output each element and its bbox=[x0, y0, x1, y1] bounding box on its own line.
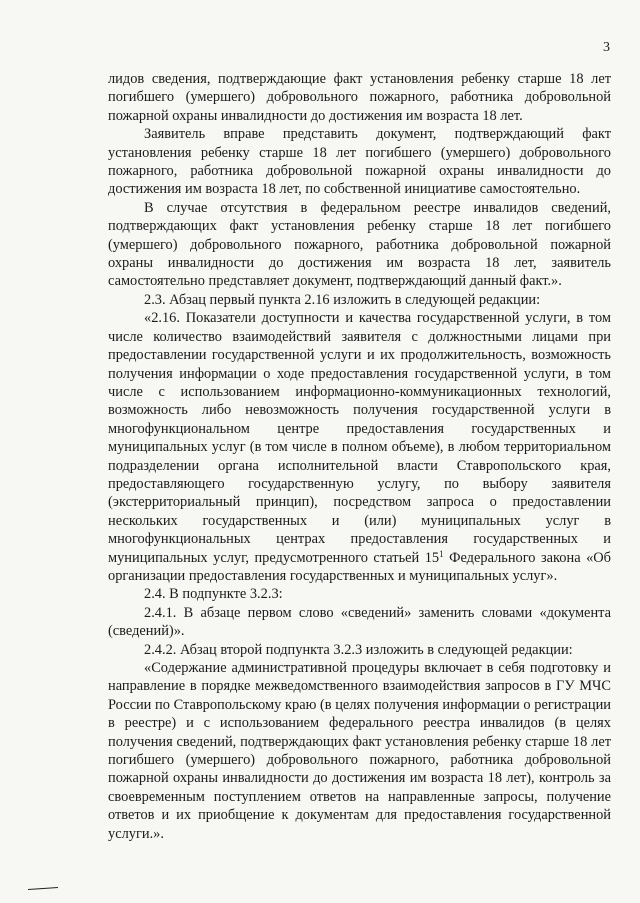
document-body bbox=[108, 70, 611, 843]
page-number: 3 bbox=[603, 40, 610, 55]
paragraph-1: лидов сведения, подтверждающие факт установления ребенку старше 18 лет погибшего (умершего) добровольного пожарного, работника добровольной пожарной охраны инвалидности до достижения им возраста 18 лет. bbox=[108, 71, 611, 124]
paragraph-7: 2.4.1. В абзаце первом слово «сведений» заменить словами «документа (сведений)». bbox=[108, 604, 611, 640]
paragraph-5 bbox=[108, 309, 611, 585]
corner-pen-mark bbox=[28, 887, 58, 890]
paragraph-4: 2.3. Абзац первый пункта 2.16 изложить в следующей редакции: bbox=[144, 291, 541, 308]
paragraph-3: В случае отсутствия в федеральном реестре инвалидов сведений, подтверждающих факт установления ребенку старше 18 лет погибшего (умершего) добровольного пожарного, работника добровольной пожарной охраны инвалидности до достижения им возраста 18 лет, заявитель самостоятельно представляет документ, подтверждающий данный факт.». bbox=[108, 199, 611, 290]
paragraph-8: 2.4.2. Абзац второй подпункта 3.2.3 изложить в следующей редакции: bbox=[144, 641, 573, 658]
paragraph-2: Заявитель вправе представить документ, подтверждающий факт установления ребенку старше 18 лет погибшего (умершего) добровольного пожарного, работника добровольной пожарной охраны инвалидности до достижения им возраста 18 лет, по собственной инициативе самостоятельно. bbox=[108, 126, 611, 198]
paragraph-6: 2.4. В подпункте 3.2.3: bbox=[144, 586, 283, 603]
paragraph-9: «Содержание административной процедуры включает в себя подготовку и направление в порядке межведомственного взаимодействия запросов в ГУ МЧС России по Ставропольскому краю (в целях получения информации о регистрации в реестре) и с использованием федерального реестра инвалидов (в целях получения сведений, подтверждающих факт установления ребенку старше 18 лет погибшего (умершего) добровольного пожарного, работника добровольной пожарной охраны инвалидности до достижения им возраста 18 лет), контроль за своевременным поступлением ответов на направленные запросы, получение ответов и их приобщение к документам для предоставления государственной услуги.». bbox=[108, 660, 611, 842]
paragraph-5-tail: Федерального закона «Об организации предоставления государственных и муниципальных услуг». bbox=[108, 549, 611, 584]
superscript: 1 bbox=[439, 548, 444, 559]
paragraph-5-text: «2.16. Показатели доступности и качества государственной услуги, в том числе количество взаимодействий заявителя с должностными лицами при предоставлении государственной услуги и их продолжительность, возможность получения информации о ходе предоставления государственной услуги, в том числе с использованием информационно-коммуникационных технологий, возможность либо невозможность получения государственной услуги в многофункциональном центре предоставления государственных и муниципальных услуг (в том числе в полном объеме), в любом территориальном подразделении органа исполнительной власти Ставропольского края, предоставляющего государственную услугу, по выбору заявителя (экстерриториальный принцип), посредством запроса о предоставлении нескольких государственных и (или) муниципальных услуг в многофункциональных центрах предоставления государственных и муниципальных услуг, предусмотренного статьей 15 bbox=[108, 310, 611, 566]
